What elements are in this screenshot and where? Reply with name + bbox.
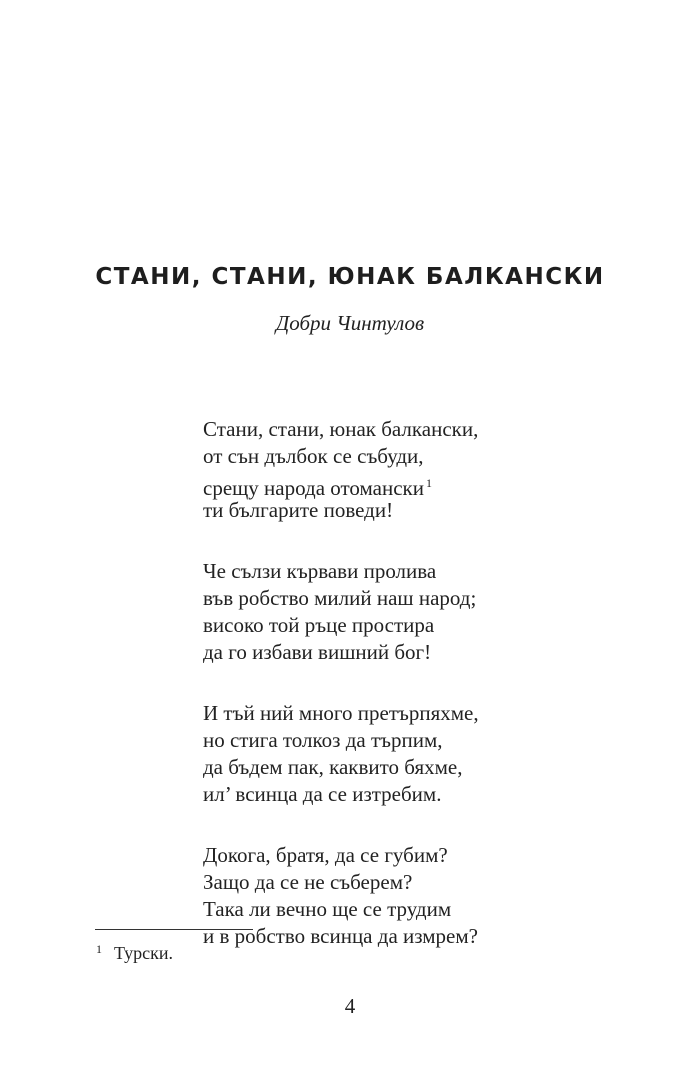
stanza xyxy=(203,842,523,950)
page-number: 4 xyxy=(344,994,356,1018)
footnote-marker: 1 xyxy=(96,942,102,956)
poem-line: И тъй ний много претърпяхме, xyxy=(203,701,479,725)
poem-line: Докога, братя, да се губим? xyxy=(203,843,448,867)
stanza xyxy=(203,700,523,808)
poem-title: СТАНИ, СТАНИ, ЮНАК БАЛКАНСКИ xyxy=(95,264,605,290)
poem-line: ил’ всинца да се изтребим. xyxy=(203,782,442,806)
footnote xyxy=(96,942,173,964)
poem-line: от сън дълбок се събуди, xyxy=(203,444,424,468)
poem-line: високо той ръце простира xyxy=(203,613,435,637)
poem-line-text: срещу народа отомански xyxy=(203,476,424,500)
poem-line: но стига толкоз да търпим, xyxy=(203,728,443,752)
footnote-text: Турски. xyxy=(114,943,173,963)
poem-body xyxy=(203,416,523,984)
poem-line: Така ли вечно ще се трудим xyxy=(203,897,452,921)
stanza xyxy=(203,558,523,666)
poem-line: Стани, стани, юнак балкански, xyxy=(203,417,479,441)
poem-line: Че сълзи кървави пролива xyxy=(203,559,437,583)
poem-line: във робство милий наш народ; xyxy=(203,586,477,610)
poem-line: ти българите поведи! xyxy=(203,498,394,522)
poem-line: и в робство всинца да измрем? xyxy=(203,924,478,948)
poem-line-with-footnote xyxy=(203,470,523,500)
poem-author: Добри Чинтулов xyxy=(275,311,425,335)
poem-line: да бъдем пак, каквито бяхме, xyxy=(203,755,463,779)
footnote-reference: 1 xyxy=(425,476,432,490)
stanza xyxy=(203,416,523,524)
poem-line: да го избави вишний бог! xyxy=(203,640,432,664)
footnote-divider xyxy=(95,929,253,930)
poem-line: Защо да се не съберем? xyxy=(203,870,413,894)
